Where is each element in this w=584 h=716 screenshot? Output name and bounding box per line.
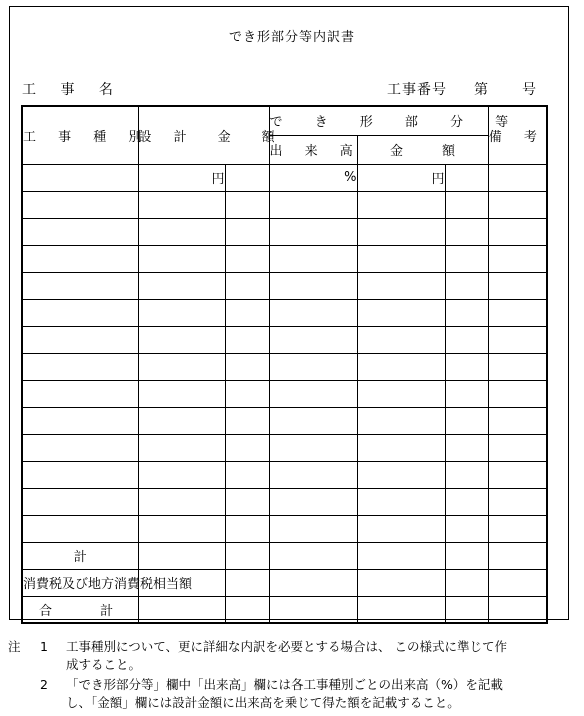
dai-label: 第 (474, 82, 488, 98)
table-cell (138, 380, 225, 407)
table-cell (445, 299, 488, 326)
table-cell (22, 434, 138, 461)
unit-percent: % (269, 164, 357, 191)
table-cell (488, 434, 547, 461)
table-cell (488, 245, 547, 272)
table-cell (488, 488, 547, 515)
table-cell (225, 461, 269, 488)
table-cell (269, 488, 357, 515)
table-cell (269, 191, 357, 218)
table-cell (269, 380, 357, 407)
unit-en-sekkei: 円 (138, 164, 225, 191)
table-cell (357, 299, 445, 326)
table-cell (445, 218, 488, 245)
table-cell (22, 299, 138, 326)
gokei-label-cell (22, 596, 138, 623)
unit-row-cell (445, 164, 488, 191)
table-row (22, 218, 547, 245)
document-title: でき形部分等内訳書 (228, 30, 355, 45)
table-cell (357, 515, 445, 542)
table-cell (22, 461, 138, 488)
table-cell (269, 245, 357, 272)
unit-en-kingaku: 円 (357, 164, 445, 191)
gokei-cell (269, 596, 357, 623)
table-cell (138, 191, 225, 218)
header-dekikata: で き 形 部 分 等 (269, 106, 488, 135)
header-biko: 備 考 (488, 106, 547, 164)
table-row (22, 407, 547, 434)
table-cell (488, 380, 547, 407)
table-row (22, 326, 547, 353)
table-cell (357, 353, 445, 380)
table-cell (488, 407, 547, 434)
gokei-label-left: 合 (39, 603, 53, 619)
table-cell (445, 326, 488, 353)
tax-cell (269, 569, 357, 596)
table-cell (22, 380, 138, 407)
header-sekkei-kingaku: 設 計 金 額 (138, 106, 269, 164)
table-row (22, 191, 547, 218)
table-cell (22, 272, 138, 299)
table-row (22, 488, 547, 515)
table-cell (357, 407, 445, 434)
table-cell (22, 218, 138, 245)
table-cell (138, 272, 225, 299)
go-label: 号 (522, 82, 536, 98)
table-cell (488, 353, 547, 380)
koji-mei-label: 工 事 名 (22, 82, 123, 98)
kei-cell (269, 542, 357, 569)
kei-label: 計 (22, 542, 138, 569)
table-cell (269, 434, 357, 461)
table-cell (269, 461, 357, 488)
table-cell (357, 245, 445, 272)
table-cell (357, 326, 445, 353)
table-cell (357, 461, 445, 488)
kei-cell (488, 542, 547, 569)
table-cell (445, 353, 488, 380)
gokei-cell (445, 596, 488, 623)
table-cell (22, 326, 138, 353)
table-cell (445, 245, 488, 272)
table-cell (225, 515, 269, 542)
table-cell (269, 272, 357, 299)
breakdown-table (21, 105, 548, 624)
note-2-line-2: し、「金額」欄には設計金額に出来高を乗じて得た額を記載すること。 (66, 695, 460, 710)
table-cell (138, 326, 225, 353)
table-cell (445, 434, 488, 461)
gokei-label-right: 計 (100, 603, 114, 619)
gokei-cell (138, 596, 225, 623)
table-cell (225, 326, 269, 353)
table-cell (138, 218, 225, 245)
tax-cell (488, 569, 547, 596)
gokei-cell (488, 596, 547, 623)
table-cell (445, 380, 488, 407)
table-cell (445, 272, 488, 299)
table-cell (225, 245, 269, 272)
kei-cell (445, 542, 488, 569)
table-cell (488, 299, 547, 326)
table-cell (22, 407, 138, 434)
tax-label: 消費税及び地方消費税相当額 (22, 569, 138, 596)
table-cell (488, 326, 547, 353)
unit-row-cell (22, 164, 138, 191)
table-cell (225, 272, 269, 299)
table-row (22, 461, 547, 488)
table-cell (269, 353, 357, 380)
table-cell (445, 515, 488, 542)
table-cell (357, 272, 445, 299)
table-cell (488, 515, 547, 542)
header-koji-shubetsu: 工 事 種 別 (22, 106, 138, 164)
table-cell (357, 218, 445, 245)
table-cell (269, 299, 357, 326)
koji-bango-label: 工事番号 (387, 82, 447, 98)
note-1-line-2: 成すること。 (66, 657, 142, 672)
header-kingaku: 金 額 (357, 135, 488, 164)
table-cell (225, 299, 269, 326)
table-cell (445, 407, 488, 434)
table-row (22, 299, 547, 326)
kei-cell (357, 542, 445, 569)
table-cell (22, 488, 138, 515)
note-1-line-1: 工事種別について、更に詳細な内訳を必要とする場合は、 この様式に準じて作 (66, 639, 507, 654)
note-2-line-1: 「でき形部分等」欄中「出来高」欄には各工事種別ごとの出来高（%）を記載 (66, 677, 503, 692)
table-row (22, 272, 547, 299)
table-cell (488, 461, 547, 488)
table-row (22, 380, 547, 407)
table-cell (138, 245, 225, 272)
table-cell (488, 218, 547, 245)
table-cell (22, 515, 138, 542)
table-cell (22, 353, 138, 380)
table-cell (488, 191, 547, 218)
kei-cell (225, 542, 269, 569)
table-cell (138, 407, 225, 434)
table-cell (225, 218, 269, 245)
table-cell (357, 488, 445, 515)
table-cell (138, 353, 225, 380)
kei-cell (138, 542, 225, 569)
tax-cell (225, 569, 269, 596)
table-row (22, 515, 547, 542)
table-cell (225, 191, 269, 218)
table-cell (269, 218, 357, 245)
table-cell (138, 434, 225, 461)
table-cell (138, 515, 225, 542)
table-cell (225, 380, 269, 407)
notes-chu: 注 (8, 639, 21, 654)
table-row (22, 434, 547, 461)
table-cell (22, 191, 138, 218)
table-cell (225, 488, 269, 515)
blank-rows (22, 191, 547, 542)
unit-row-cell (225, 164, 269, 191)
gokei-cell (225, 596, 269, 623)
note-2-number: 2 (40, 677, 48, 692)
table-cell (225, 353, 269, 380)
table-cell (269, 407, 357, 434)
table-cell (269, 326, 357, 353)
table-cell (138, 299, 225, 326)
table-cell (138, 461, 225, 488)
table-cell (445, 191, 488, 218)
table-cell (225, 407, 269, 434)
table-cell (445, 488, 488, 515)
note-1-number: 1 (40, 639, 48, 654)
table-row (22, 353, 547, 380)
table-cell (269, 515, 357, 542)
table-cell (22, 245, 138, 272)
table-row (22, 245, 547, 272)
table-cell (357, 191, 445, 218)
table-cell (225, 434, 269, 461)
table-cell (357, 380, 445, 407)
unit-row-cell (488, 164, 547, 191)
header-dekidaka: 出 来 高 (269, 135, 357, 164)
table-cell (488, 272, 547, 299)
gokei-cell (357, 596, 445, 623)
tax-cell (445, 569, 488, 596)
table-cell (357, 434, 445, 461)
table-cell (445, 461, 488, 488)
table-cell (138, 488, 225, 515)
tax-cell (357, 569, 445, 596)
